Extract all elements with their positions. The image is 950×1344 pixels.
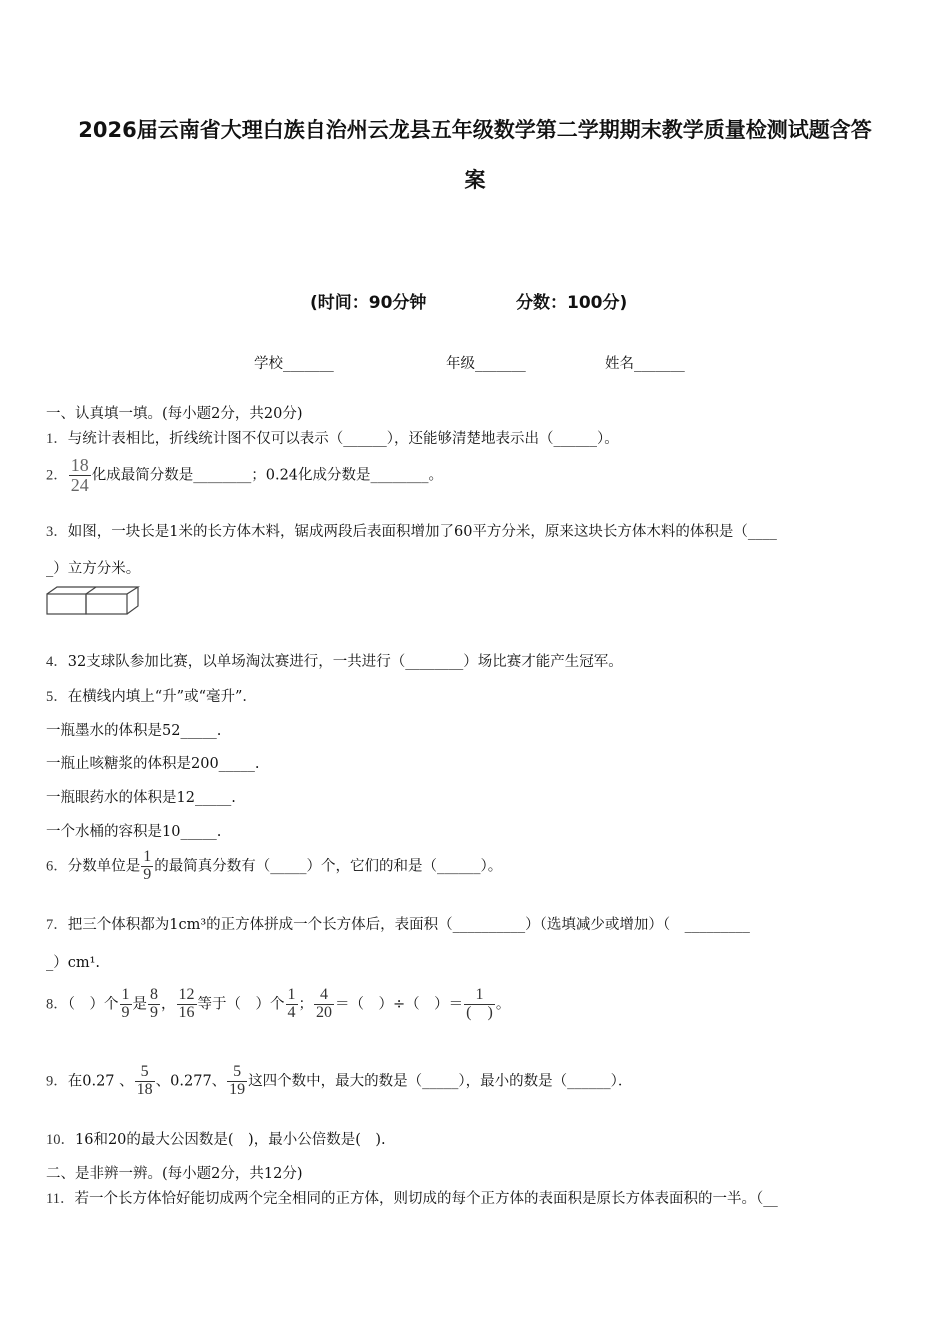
question-text: 是 bbox=[132, 996, 147, 1013]
exam-score: 分数：100分) bbox=[516, 293, 628, 313]
question-text: 在0.27 、 bbox=[67, 1073, 134, 1090]
fraction: $\frac{1}{9}$ bbox=[143, 848, 152, 883]
title-line-2: 案 bbox=[464, 168, 486, 192]
question-number: 6． bbox=[46, 858, 68, 875]
fraction: $\frac{1}{( )}$ bbox=[466, 986, 493, 1021]
q5-line-1: 一瓶墨水的体积是52_____. bbox=[46, 723, 222, 739]
question-7-cont: _）cm¹. bbox=[46, 955, 101, 971]
fraction: $\frac{18}{24}$ bbox=[70, 455, 89, 495]
question-3-cont: _）立方分米。 bbox=[46, 561, 141, 577]
question-number: 2． bbox=[46, 467, 68, 484]
fraction: $\frac{8}{9}$ bbox=[150, 986, 158, 1021]
question-number: 10． bbox=[46, 1132, 75, 1148]
cuboid-right-front bbox=[86, 594, 127, 614]
question-2 bbox=[46, 456, 443, 495]
question-text: 这四个数中，最大的数是（_____），最小的数是（______）． bbox=[248, 1073, 633, 1090]
question-6 bbox=[46, 849, 502, 884]
name-field: 姓名_______ bbox=[605, 356, 685, 372]
question-number: 1． bbox=[46, 431, 68, 447]
question-text: 32支球队参加比赛，以单场淘汰赛进行，一共进行（________）场比赛才能产生冠军。 bbox=[67, 654, 623, 670]
question-7 bbox=[46, 913, 750, 934]
fraction: $\frac{5}{19}$ bbox=[229, 1063, 246, 1098]
question-text: 的最简真分数有（_____）个，它们的和是（______）。 bbox=[154, 858, 503, 875]
question-text: 化成最简分数是________；0.24化成分数是________。 bbox=[91, 467, 444, 484]
school-field: 学校_______ bbox=[254, 356, 334, 372]
question-10 bbox=[46, 1128, 386, 1149]
fraction: $\frac{12}{16}$ bbox=[178, 986, 195, 1021]
question-text: 16和20的最大公因数是( )，最小公倍数是( ). bbox=[75, 1132, 386, 1148]
fraction: $\frac{5}{18}$ bbox=[136, 1063, 153, 1098]
question-text: ＝（ ）÷（ ）＝ bbox=[335, 996, 464, 1013]
title-line-1: 2026届云南省大理白族自治州云龙县五年级数学第二学期期末教学质量检测试题含答 bbox=[78, 118, 872, 142]
question-text: 、0.277、 bbox=[155, 1073, 227, 1090]
question-text: 把三个体积都为1cm³的正方体拼成一个长方体后，表面积（__________）（选填减少或增加）（ _________ bbox=[67, 917, 750, 933]
question-11 bbox=[46, 1187, 778, 1208]
section-2-heading: 二、是非辨一辨。(每小题2分，共12分) bbox=[46, 1166, 303, 1182]
question-8 bbox=[46, 987, 510, 1022]
question-text: 。 bbox=[495, 996, 511, 1013]
question-text: 分数单位是 bbox=[67, 858, 141, 875]
fraction: $\frac{1}{4}$ bbox=[287, 986, 296, 1021]
section-1-heading: 一、认真填一填。(每小题2分，共20分) bbox=[46, 406, 303, 422]
cuboid-cut-line bbox=[86, 587, 96, 594]
grade-field: 年级_______ bbox=[446, 356, 526, 372]
question-number: 9． bbox=[46, 1073, 68, 1090]
exam-time: (时间：90分钟 bbox=[310, 293, 427, 313]
question-5 bbox=[46, 685, 257, 706]
question-3 bbox=[46, 520, 777, 541]
cuboid-left-front bbox=[47, 594, 86, 614]
question-text: ， bbox=[161, 996, 176, 1013]
question-text: ； bbox=[298, 996, 313, 1013]
q5-line-2: 一瓶止咳糖浆的体积是200_____. bbox=[46, 756, 260, 772]
question-number: 8． bbox=[46, 996, 68, 1013]
question-number: 11． bbox=[46, 1191, 75, 1207]
fraction: $\frac{1}{9}$ bbox=[121, 986, 130, 1021]
question-1 bbox=[46, 427, 619, 448]
question-text: （ ）个 bbox=[67, 996, 119, 1013]
question-text: 若一个长方体恰好能切成两个完全相同的正方体，则切成的每个正方体的表面积是原长方体表面积的一半。（__ bbox=[74, 1191, 778, 1207]
question-number: 3． bbox=[46, 524, 68, 540]
q5-line-4: 一个水桶的容积是10_____. bbox=[46, 824, 222, 840]
question-4 bbox=[46, 650, 623, 671]
question-text: 与统计表相比，折线统计图不仅可以表示（______），还能够清楚地表示出（______）。 bbox=[67, 431, 619, 447]
question-number: 7． bbox=[46, 917, 68, 933]
question-text: 等于（ ）个 bbox=[197, 996, 285, 1013]
q5-line-3: 一瓶眼药水的体积是12_____. bbox=[46, 790, 236, 806]
cuboid-figure bbox=[46, 586, 142, 616]
question-text: 如图，一块长是1米的长方体木料，锯成两段后表面积增加了60平方分米，原来这块长方体木料的体积是（____ bbox=[67, 524, 777, 540]
question-number: 5． bbox=[46, 689, 68, 705]
question-9 bbox=[46, 1064, 632, 1099]
fraction: $\frac{4}{20}$ bbox=[316, 986, 332, 1021]
cuboid-top bbox=[47, 587, 138, 594]
question-number: 4． bbox=[46, 654, 68, 670]
question-text: 在横线内填上“升”或“毫升”． bbox=[67, 689, 257, 705]
